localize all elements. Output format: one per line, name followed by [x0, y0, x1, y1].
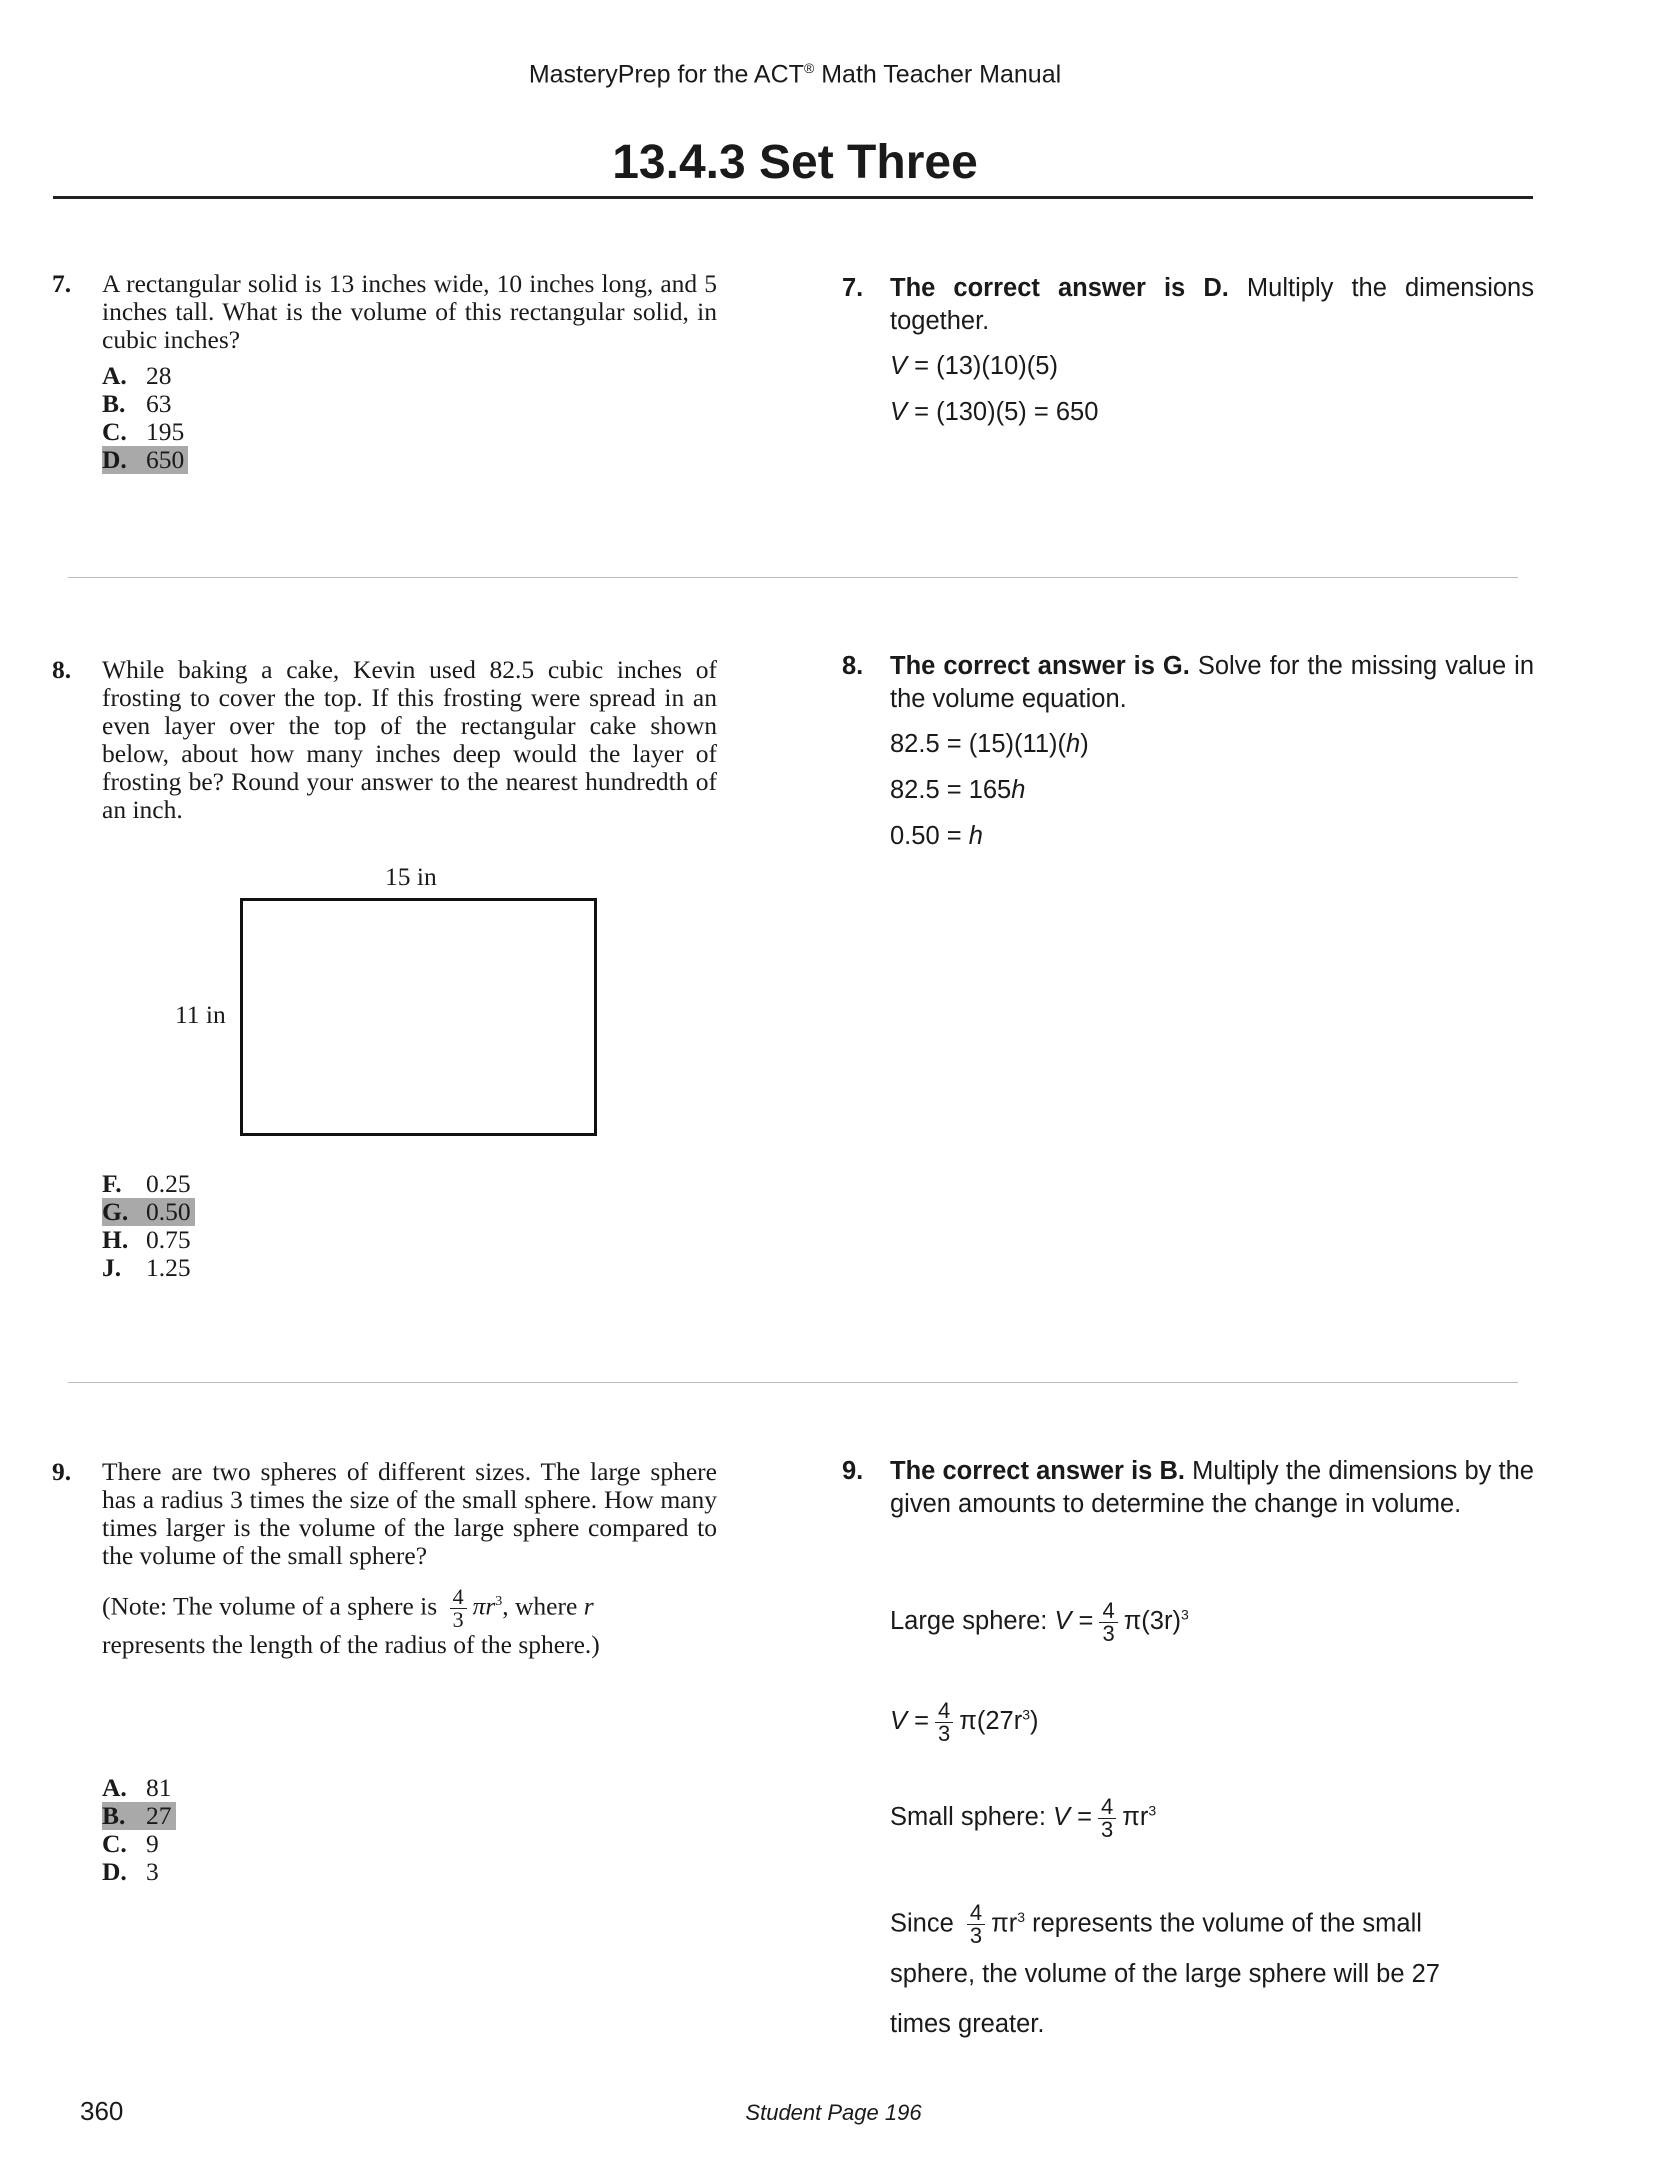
question-7 — [52, 270, 717, 354]
answer-9-v-expr: V = $\frac{4}{3}$ $\pi(27r^3)$ — [890, 1698, 1039, 1746]
q7-choices — [102, 362, 188, 474]
choice-b: B. 63 — [102, 389, 172, 418]
choice-f: F. 0.25 — [102, 1169, 191, 1198]
answer-8-eq2: 82.5 = 165h — [890, 776, 1026, 804]
question-stem: While baking a cake, Kevin used 82.5 cubic inches of frosting to cover the top. If this frosting were spread in an even layer over the top of the rectangular cake shown below, about how many inches deep would the layer of frosting be? Round your answer to the nearest hundredth of an inch. — [102, 655, 717, 824]
answer-text: Multiply the dimensions together. — [890, 274, 1534, 335]
answer-9-small-sphere: Small sphere: V = $\frac{4}{3}$ $\pi r^3$ — [890, 1794, 1157, 1842]
cake-width-label: 15 in — [385, 862, 437, 891]
question-number: 9. — [52, 1457, 72, 1486]
fraction-4-3: $\frac{4}{3}$ — [450, 1586, 467, 1631]
question-number: 8. — [52, 655, 72, 684]
choice-c: C. 9 — [102, 1829, 159, 1858]
answer-8-eq3: 0.50 = h — [890, 822, 983, 850]
q8-choices — [102, 1170, 195, 1282]
choice-g-correct: G. 0.50 — [102, 1198, 195, 1226]
section-title: 13.4.3 Set Three — [612, 136, 978, 189]
question-stem: A rectangular solid is 13 inches wide, 10 inches long, and 5 inches tall. What is the volume of this rectangular solid, in cubic inches? — [102, 269, 717, 354]
answer-9 — [842, 1455, 1534, 1521]
question-number: 7. — [52, 269, 72, 298]
choice-d-correct: D. 650 — [102, 446, 188, 474]
section-divider — [68, 1382, 1518, 1383]
answer-text: Multiply the dimensions by the given amounts to determine the change in volume. — [890, 1457, 1534, 1518]
q9-choices — [102, 1774, 176, 1886]
answer-7-eq1: V = (13)(10)(5) — [890, 352, 1058, 380]
answer-8 — [842, 650, 1534, 716]
student-page-ref: Student Page 196 — [745, 2100, 922, 2125]
question-stem: There are two spheres of different sizes. The large sphere has a radius 3 times the size of the small sphere. How many times larger is the volume of the large sphere compared to the volume of the small sphere? — [102, 1457, 717, 1570]
answer-number: 7. — [842, 274, 864, 302]
question-8 — [52, 656, 717, 824]
answer-lead: The correct answer is B. — [890, 1457, 1186, 1485]
answer-9-large-sphere: Large sphere: V = $\frac{4}{3}$ $\pi(3r)^3$ — [890, 1598, 1189, 1646]
choice-a: A. 81 — [102, 1773, 172, 1802]
question-note: (Note: The volume of a sphere is $\frac{4}{3}$ $\pi r^3$, where r represents the length of the radius of the sphere.) — [102, 1584, 600, 1659]
cake-rectangle-diagram — [240, 898, 597, 1136]
section-divider — [68, 577, 1518, 578]
answer-number: 9. — [842, 1457, 864, 1485]
choice-c: C. 195 — [102, 417, 185, 446]
choice-d: D. 3 — [102, 1857, 159, 1886]
choice-j: J. 1.25 — [102, 1253, 191, 1282]
running-head: MasteryPrep for the ACT® Math Teacher Manual — [528, 60, 1062, 89]
answer-lead: The correct answer is D. — [890, 274, 1229, 302]
question-9 — [52, 1458, 717, 1659]
cake-height-label: 11 in — [175, 1000, 226, 1029]
answer-text: Solve for the missing value in the volume equation. — [890, 652, 1535, 713]
page-number: 360 — [80, 2096, 124, 2126]
choice-b-correct: B. 27 — [102, 1802, 176, 1830]
choice-h: H. 0.75 — [102, 1225, 191, 1254]
title-divider — [53, 196, 1533, 199]
answer-8-eq1: 82.5 = (15)(11)(h) — [890, 730, 1089, 758]
answer-9-conclusion: Since $\frac{4}{3}$ $\pi r^3$ represents the volume of the small sphere, the volume of the large sphere will be 27 times greater. — [890, 1900, 1440, 2038]
answer-lead: The correct answer is G. — [890, 652, 1190, 680]
answer-7-eq2: V = (130)(5) = 650 — [890, 398, 1099, 426]
answer-7 — [842, 272, 1534, 338]
answer-number: 8. — [842, 652, 864, 680]
choice-a: A. 28 — [102, 361, 172, 390]
